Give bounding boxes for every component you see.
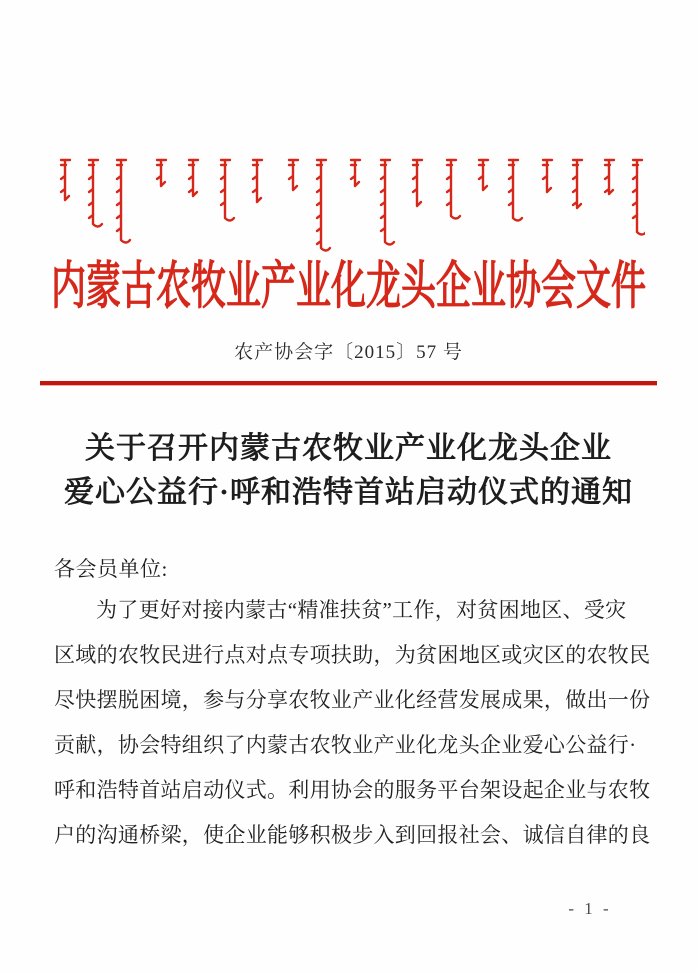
body-line: 户的沟通桥梁，使企业能够积极步入到回报社会、诚信自律的良: [54, 823, 651, 847]
mongolian-script-icon: [55, 156, 645, 252]
salutation: 各会员单位:: [54, 557, 168, 581]
notice-title-line-1: 关于召开内蒙古农牧业产业化龙头企业: [85, 432, 612, 465]
body-line: 为了更好对接内蒙古“精准扶贫”工作，对贫困地区、受灾: [96, 598, 627, 622]
document-number: 农产协会字〔2015〕57 号: [234, 342, 463, 363]
notice-title: [0, 427, 697, 515]
body-line: 尽快摆脱困境，参与分享农牧业产业化经营发展成果，做出一份: [54, 688, 651, 712]
red-divider-rule: [40, 381, 657, 385]
notice-body: [54, 588, 652, 858]
body-line: 贡献，协会特组织了内蒙古农牧业产业化龙头企业爱心公益行·: [54, 733, 637, 757]
page-number: - 1 -: [568, 899, 612, 918]
mongolian-script-banner: [55, 156, 645, 252]
masthead-org-title: [0, 246, 697, 316]
notice-title-line-2: 爱心公益行·呼和浩特首站启动仪式的通知: [63, 476, 633, 509]
body-line: 区域的农牧民进行点对点专项扶助，为贫困地区或灾区的农牧民: [54, 643, 651, 667]
body-line: 呼和浩特首站启动仪式。利用协会的服务平台架设起企业与农牧: [54, 778, 651, 802]
masthead-org-title-text: 内蒙古农牧业产业化龙头企业协会文件: [50, 257, 646, 316]
